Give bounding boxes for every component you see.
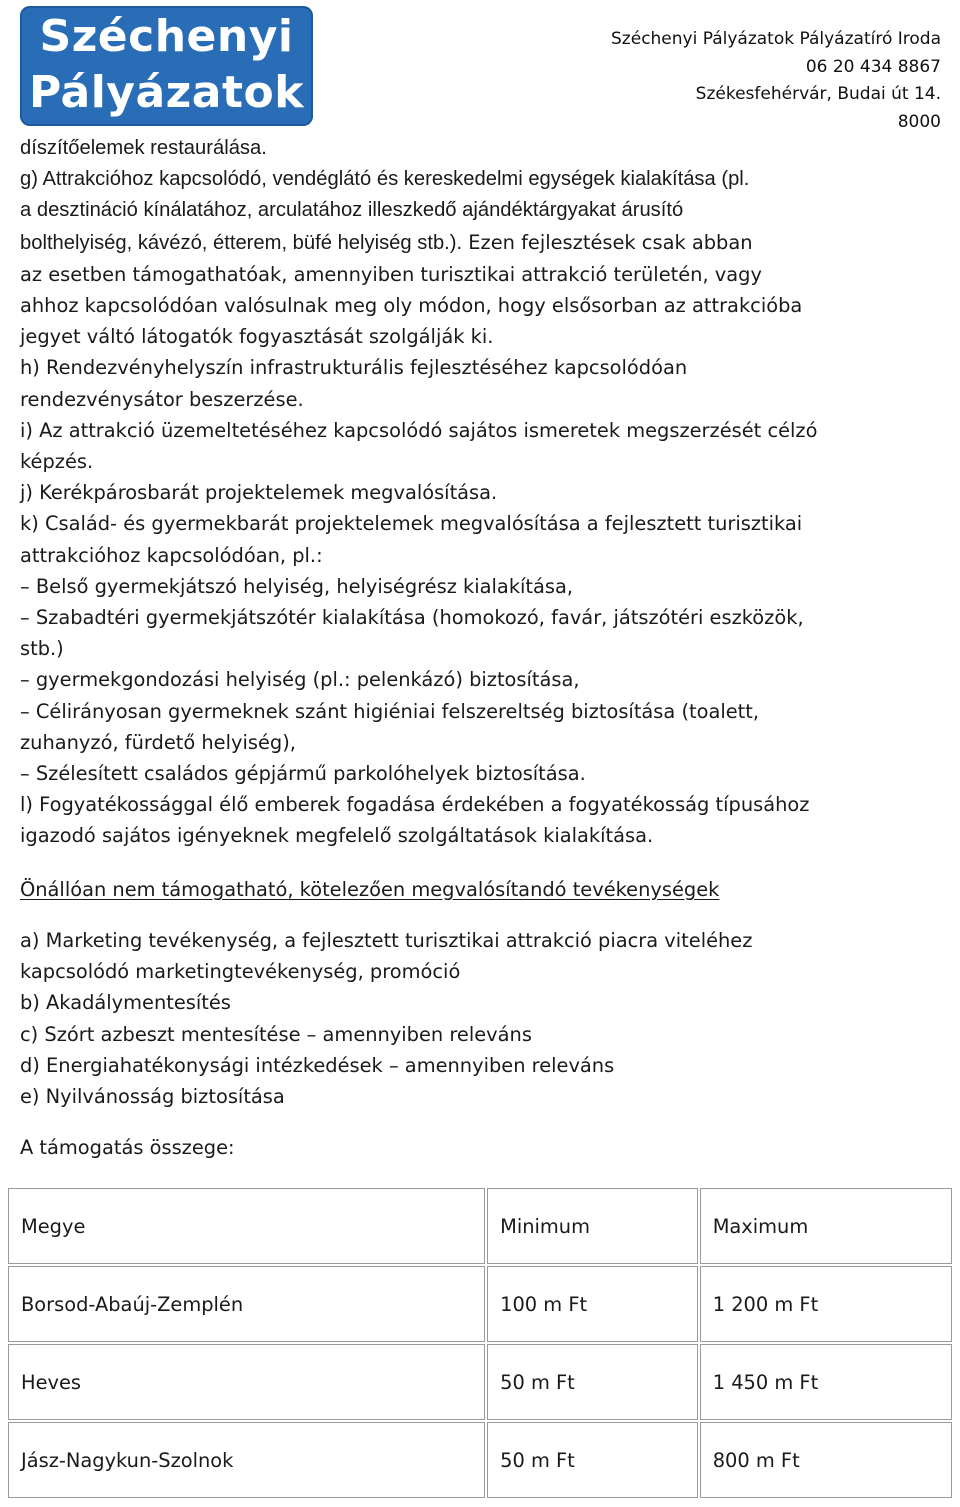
text-fragment: bolthelyiség, kávézó, étterem, büfé helyiség stb.). [20,231,463,254]
table-cell: Borsod-Abaúj-Zemplén [8,1266,485,1342]
text-line: igazodó sajátos igényeknek megfelelő szolgáltatások kialakítása. [20,824,654,848]
text-line: díszítőelemek restaurálása. [20,137,267,159]
text-line: stb.) [20,637,64,661]
text-line: rendezvénysátor beszerzése. [20,387,304,411]
section-text [20,925,950,1112]
table-cell: 1 450 m Ft [700,1344,952,1420]
text-line: zuhanyzó, fürdető helyiség), [20,730,296,754]
company-name: Széchenyi Pályázatok Pályázatíró Iroda [611,29,941,49]
text-line: az esetben támogathatóak, amennyiben turisztikai attrakció területén, vagy [20,262,762,286]
text-line: k) Család- és gyermekbarát projektelemek megvalósítása a fejlesztett turisztikai [20,512,803,536]
text-line: képzés. [20,450,94,474]
header-cell: Maximum [700,1188,952,1264]
table-row [8,1422,952,1498]
table-cell: Heves [8,1344,485,1420]
text-line: ahhoz kapcsolódóan valósulnak meg oly módon, hogy elsősorban az attrakcióba [20,294,803,318]
phone-number: 06 20 434 8867 [805,56,941,77]
contact-block [611,26,941,136]
header-cell: Megye [8,1188,485,1264]
text-line: l) Fogyatékossággal élő emberek fogadása érdekében a fogyatékosság típusához [20,793,810,817]
text-line: j) Kerékpárosbarát projektelemek megvalósítása. [20,481,498,505]
table-cell: 100 m Ft [487,1266,698,1342]
table-cell: 1 200 m Ft [700,1266,952,1342]
text-line: – gyermekgondozási helyiség (pl.: pelenkázó) biztosítása, [20,668,580,692]
text-line: – Célirányosan gyermeknek szánt higiéniai felszereltség biztosítása (toalett, [20,699,760,723]
table-cell: 800 m Ft [700,1422,952,1498]
text-line: jegyet váltó látogatók fogyasztását szolgálják ki. [20,325,494,349]
text-line: e) Nyilvánosság biztosítása [20,1085,285,1109]
body-text [20,133,950,852]
section-heading: Önállóan nem támogatható, kötelezően megvalósítandó tevékenységek [20,878,720,901]
text-line: b) Akadálymentesítés [20,991,231,1015]
text-line: – Szélesített családos gépjármű parkolóhelyek biztosítása. [20,762,586,786]
company-logo [20,6,313,126]
table-header-row [8,1188,952,1264]
table-row [8,1266,952,1342]
text-line [20,227,950,259]
table-cell: Jász-Nagykun-Szolnok [8,1422,485,1498]
text-line: h) Rendezvényhelyszín infrastrukturális fejlesztéséhez kapcsolódóan [20,356,688,380]
logo-text-line2: Pályázatok [28,67,305,118]
text-line: attrakcióhoz kapcsolódóan, pl.: [20,543,323,567]
text-line: – Szabadtéri gyermekjátszótér kialakítása (homokozó, favár, játszótéri eszközök, [20,606,804,630]
text-line: g) Attrakcióhoz kapcsolódó, vendéglátó és kereskedelmi egységek kialakítása (pl. [20,168,750,191]
table-cell: 50 m Ft [487,1422,698,1498]
text-line: a desztináció kínálatához, arculatához illeszkedő ajándéktárgyakat árusító [20,199,684,222]
header-cell: Minimum [487,1188,698,1264]
logo-text-line1: Széchenyi [39,11,294,62]
address: Székesfehérvár, Budai út 14. [695,84,941,104]
support-amount-table [6,1186,954,1500]
text-line: i) Az attrakció üzemeltetéséhez kapcsolódó sajátos ismeretek megszerzését célzó [20,418,818,442]
text-line: – Belső gyermekjátszó helyiség, helyiségrész kialakítása, [20,574,574,598]
text-line: c) Szórt azbeszt mentesítése – amennyiben releváns [20,1022,532,1046]
text-line: d) Energiahatékonysági intézkedések – amennyiben releváns [20,1053,615,1077]
text-line: kapcsolódó marketingtevékenység, promóció [20,960,461,984]
text-line: a) Marketing tevékenység, a fejlesztett turisztikai attrakció piacra viteléhez [20,929,753,952]
text-fragment: Ezen fejlesztések csak abban [462,230,753,254]
amount-label: A támogatás összege: [20,1136,235,1159]
table-cell: 50 m Ft [487,1344,698,1420]
zip-code: 8000 [897,111,941,132]
table-row [8,1344,952,1420]
